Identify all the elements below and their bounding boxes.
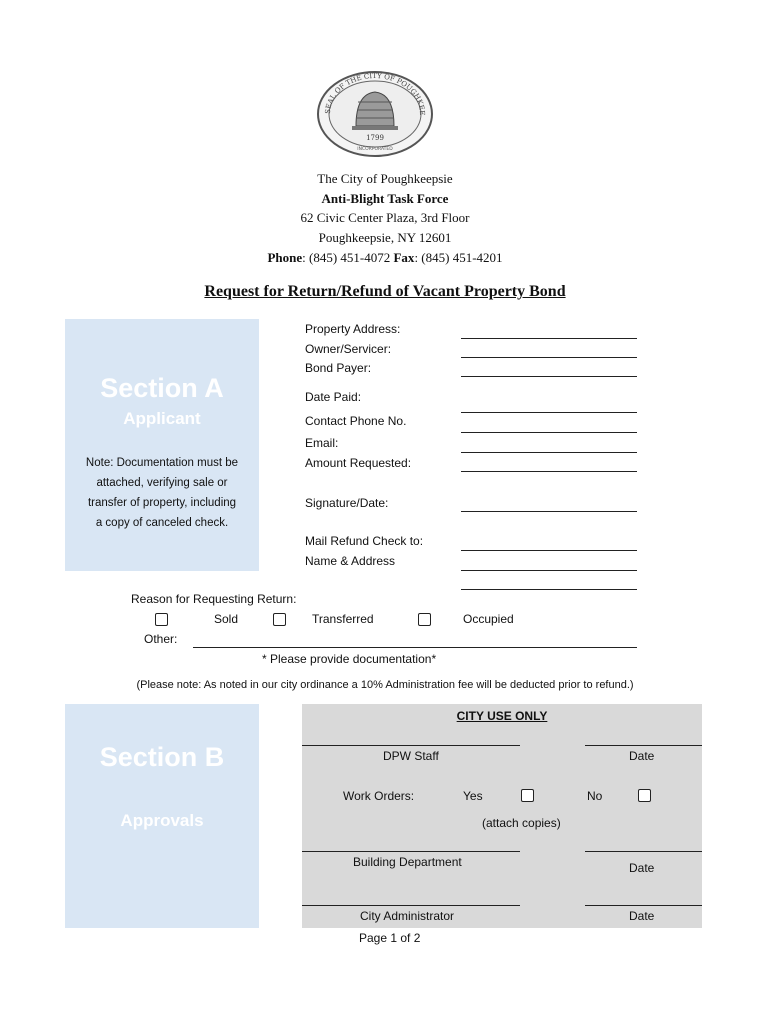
- address-line-2: Poughkeepsie, NY 12601: [318, 230, 452, 245]
- form-title: Request for Return/Refund of Vacant Property Bond: [204, 283, 566, 300]
- seal-year: 1799: [366, 134, 384, 142]
- section-b-panel: [65, 704, 259, 928]
- section-b-subtitle: Approvals: [120, 811, 204, 830]
- administration-fee-note: (Please note: As noted in our city ordinance a 10% Administration fee will be deducted prior to refund.): [136, 679, 634, 691]
- amount-requested-field[interactable]: [461, 471, 637, 472]
- dpw-staff-label: DPW Staff: [383, 749, 439, 763]
- amount-requested-label: Amount Requested:: [305, 456, 412, 470]
- note-line: Note: Documentation must be: [85, 457, 239, 469]
- work-orders-yes-checkbox[interactable]: [521, 789, 534, 802]
- city-admin-date-line[interactable]: [585, 905, 702, 906]
- mail-refund-field[interactable]: [461, 550, 637, 551]
- work-orders-label: Work Orders:: [343, 789, 415, 803]
- city-name: The City of Poughkeepsie: [317, 171, 453, 186]
- signature-date-field[interactable]: [461, 511, 637, 512]
- section-a-subtitle: Applicant: [123, 409, 201, 428]
- contact-phone-field[interactable]: [461, 432, 637, 433]
- phone-label: Phone: [267, 250, 303, 265]
- occupied-label: Occupied: [463, 612, 514, 626]
- page-number: Page 1 of 2: [359, 931, 421, 945]
- task-force-name: Anti-Blight Task Force: [321, 191, 449, 206]
- no-label: No: [587, 789, 603, 803]
- section-a-title: Section A: [100, 373, 224, 403]
- building-date-label: Date: [629, 861, 655, 875]
- sold-label: Sold: [214, 612, 239, 626]
- sold-checkbox[interactable]: [155, 613, 168, 626]
- property-address-label: Property Address:: [305, 322, 401, 336]
- signature-date-label: Signature/Date:: [305, 496, 389, 510]
- owner-servicer-field[interactable]: [461, 357, 637, 358]
- building-dept-signature-line[interactable]: [302, 851, 520, 852]
- section-b-title: Section B: [99, 742, 225, 772]
- seal-bottom-text: INCORPORATED: [357, 147, 393, 152]
- note-line: transfer of property, including: [87, 497, 237, 509]
- attach-copies-text: (attach copies): [482, 816, 561, 830]
- mail-refund-label: Mail Refund Check to:: [305, 534, 424, 548]
- bond-payer-label: Bond Payer:: [305, 361, 372, 375]
- provide-documentation-text: * Please provide documentation*: [262, 652, 437, 666]
- property-address-field[interactable]: [461, 338, 637, 339]
- building-department-label: Building Department: [353, 855, 462, 869]
- note-line: attached, verifying sale or: [96, 477, 228, 489]
- address-line-1: 62 Civic Center Plaza, 3rd Floor: [300, 210, 470, 225]
- name-address-label: Name & Address: [305, 554, 396, 568]
- reason-label: Reason for Requesting Return:: [131, 592, 297, 606]
- note-line: a copy of canceled check.: [95, 517, 229, 529]
- occupied-checkbox[interactable]: [418, 613, 431, 626]
- email-label: Email:: [305, 436, 339, 450]
- dpw-date-label: Date: [629, 749, 655, 763]
- bond-payer-field[interactable]: [461, 376, 637, 377]
- fax-label: Fax: [393, 250, 415, 265]
- transferred-checkbox[interactable]: [273, 613, 286, 626]
- email-field[interactable]: [461, 452, 637, 453]
- fax-number: : (845) 451-4201: [414, 250, 503, 265]
- seal-ring-text: SEAL OF THE CITY OF POUGHKEE: [323, 71, 427, 116]
- phone-number: : (845) 451-4072: [302, 250, 394, 265]
- city-use-only-box: [302, 704, 702, 928]
- other-label: Other:: [144, 632, 178, 646]
- contact-phone-label: Contact Phone No.: [305, 414, 407, 428]
- name-address-field-1[interactable]: [461, 570, 637, 571]
- section-a-note: [65, 453, 259, 533]
- dpw-date-line[interactable]: [585, 745, 702, 746]
- dpw-staff-signature-line[interactable]: [302, 745, 520, 746]
- yes-label: Yes: [463, 789, 483, 803]
- name-address-field-2[interactable]: [461, 589, 637, 590]
- work-orders-no-checkbox[interactable]: [638, 789, 651, 802]
- city-seal: [316, 70, 434, 158]
- city-admin-signature-line[interactable]: [302, 905, 520, 906]
- city-administrator-label: City Administrator: [360, 909, 455, 923]
- owner-servicer-label: Owner/Servicer:: [305, 342, 392, 356]
- other-field[interactable]: [193, 647, 637, 648]
- building-date-line[interactable]: [585, 851, 702, 852]
- section-a-panel: [65, 319, 259, 571]
- city-use-heading: CITY USE ONLY: [456, 709, 548, 723]
- city-admin-date-label: Date: [629, 909, 655, 923]
- date-paid-label: Date Paid:: [305, 390, 362, 404]
- transferred-label: Transferred: [312, 612, 374, 626]
- contact-line: [0, 250, 770, 266]
- date-paid-field[interactable]: [461, 412, 637, 413]
